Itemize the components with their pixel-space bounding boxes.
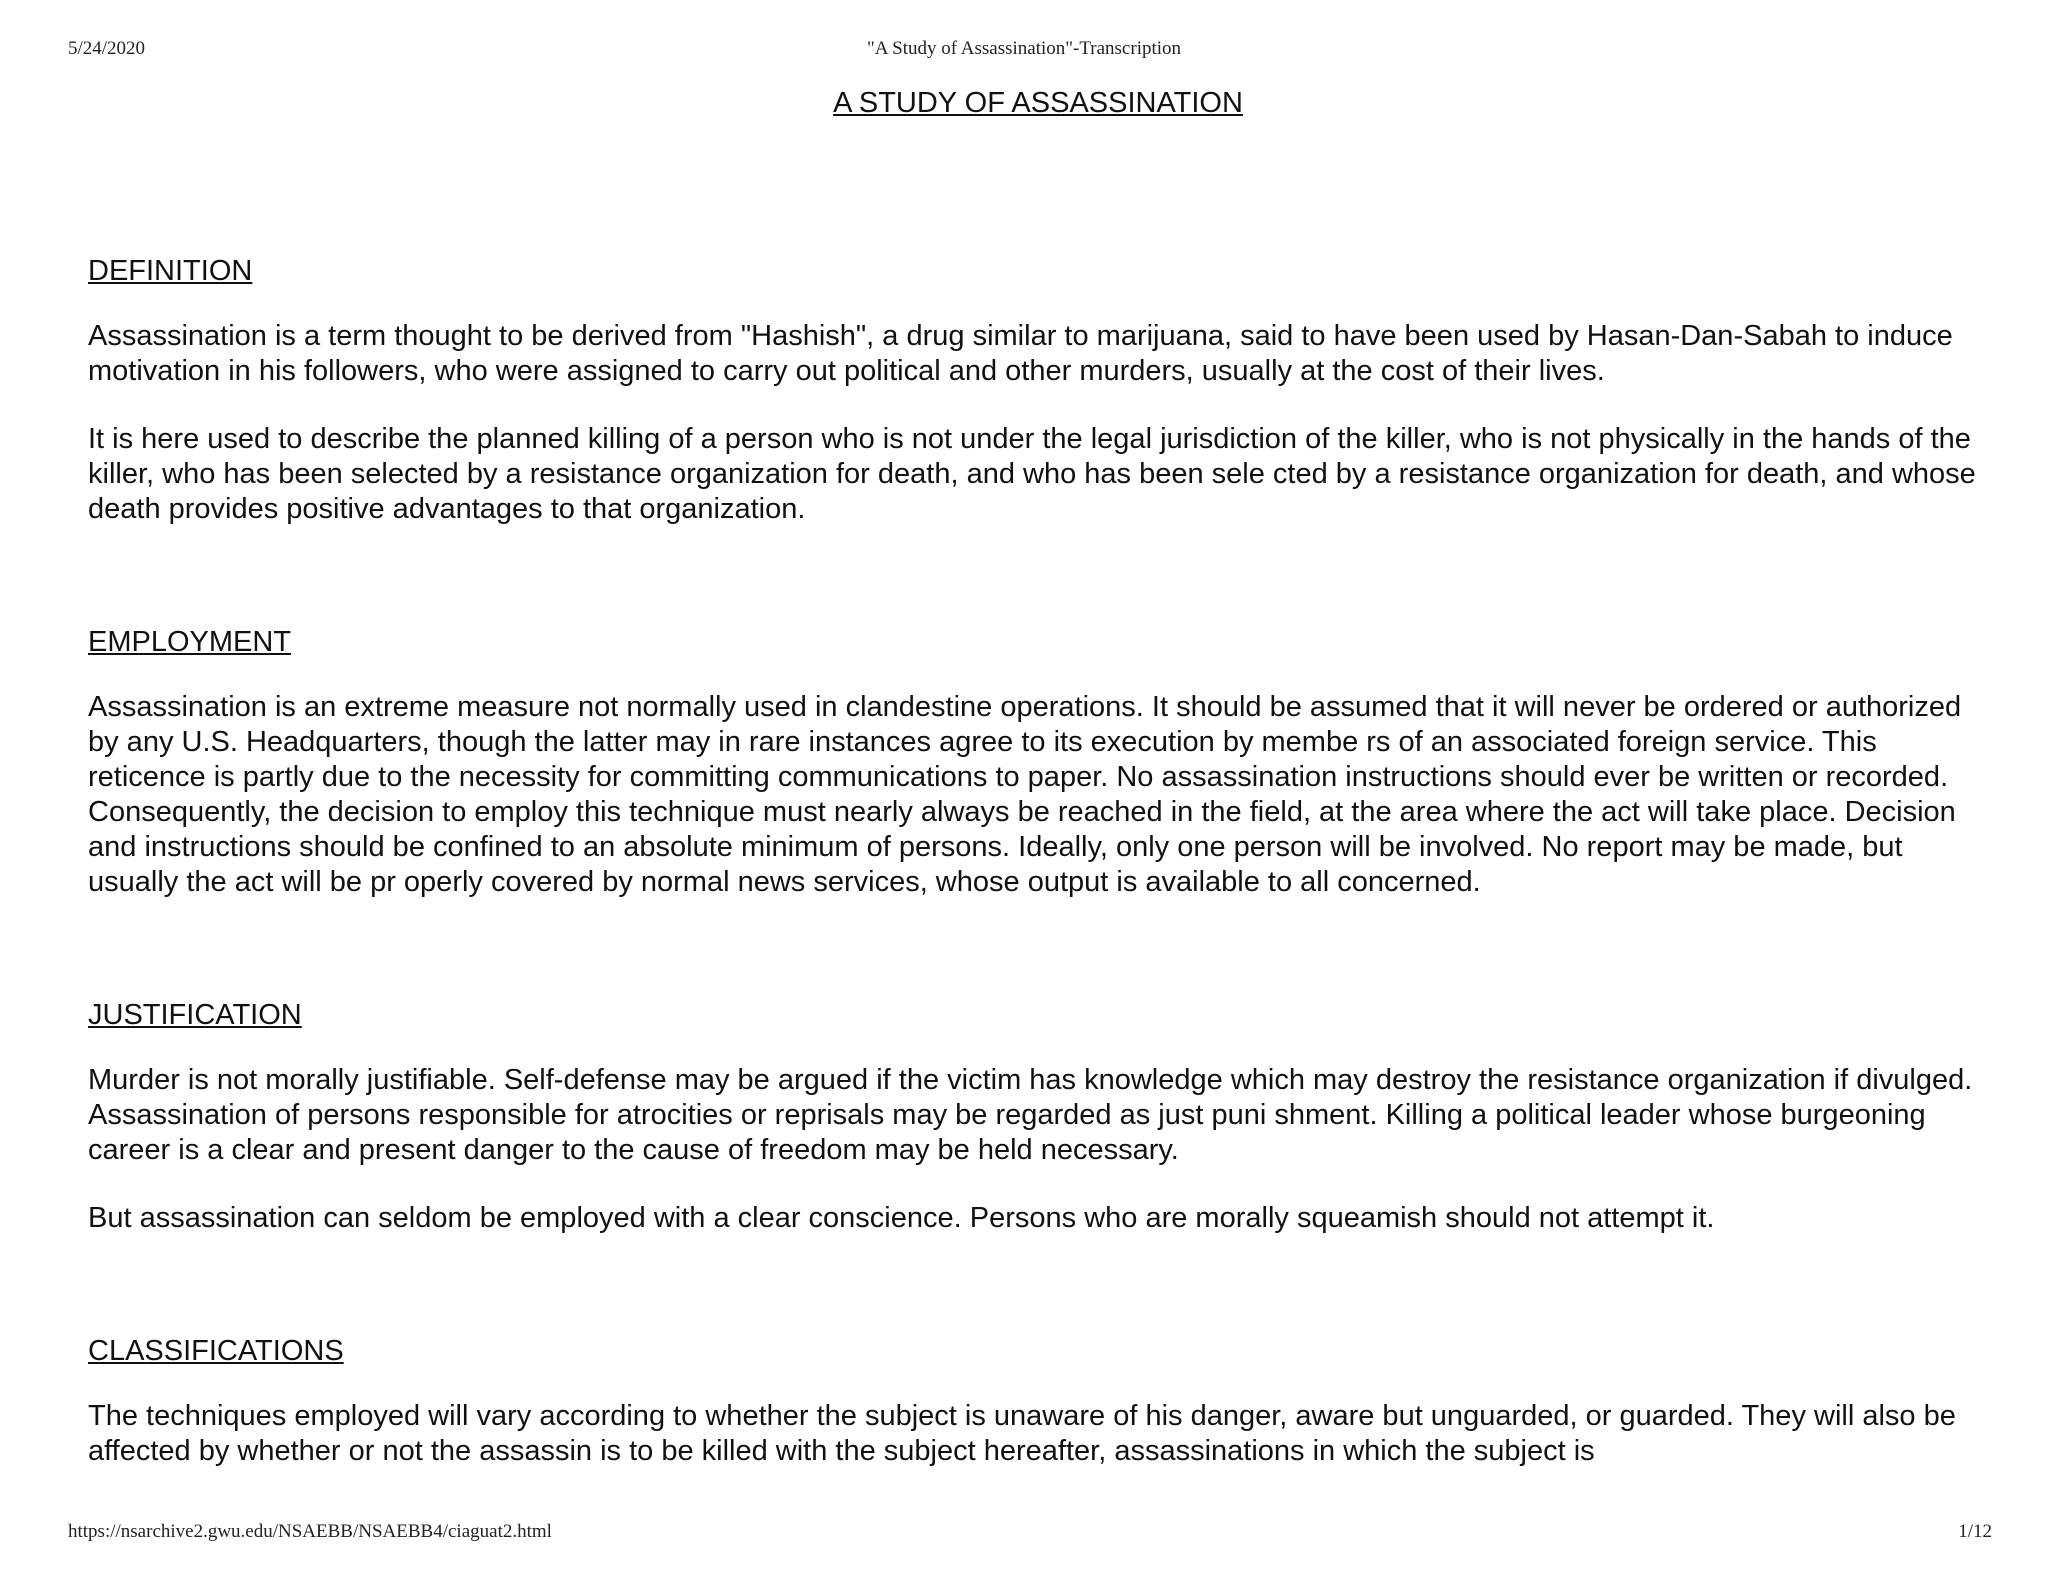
section-heading-justification: JUSTIFICATION	[88, 999, 302, 1031]
paragraph: It is here used to describe the planned killing of a person who is not under the legal jurisdiction of the killer, who is not physically in the hands of the killer, who has been selected by a resistance organization for death, and who has been sele cted by a resistance organization for death, and whose death provides positive advantages to that organization.	[88, 423, 1976, 525]
section-justification	[88, 998, 1988, 1236]
paragraph: Assassination is a term thought to be derived from "Hashish", a drug similar to marijuana, said to have been used by Hasan-Dan-Sabah to induce motivation in his followers, who were assigned to carry out political and other murders, usually at the cost of their lives.	[88, 320, 1953, 387]
section-heading-classifications: CLASSIFICATIONS	[88, 1335, 344, 1367]
paragraph: Murder is not morally justifiable. Self-defense may be argued if the victim has knowledge which may destroy the resistance organization if divulged. Assassination of persons responsible for atrocities or reprisals may be regarded as just puni shment. Killing a political leader whose burgeoning career is a clear and present danger to the cause of freedom may be held necessary.	[88, 1064, 1973, 1166]
print-url: https://nsarchive2.gwu.edu/NSAEBB/NSAEBB4/ciaguat2.html	[68, 1521, 552, 1542]
document-body	[88, 86, 1988, 1469]
paragraph: But assassination can seldom be employed with a clear conscience. Persons who are morally squeamish should not attempt it.	[88, 1202, 1715, 1234]
document-title: A STUDY OF ASSASSINATION	[833, 87, 1243, 119]
section-heading-employment: EMPLOYMENT	[88, 626, 292, 658]
print-date: 5/24/2020	[68, 38, 146, 59]
paragraph: The techniques employed will vary according to whether the subject is unaware of his danger, aware but unguarded, or guarded. They will also be affected by whether or not the assassin is to be killed with the subject hereafter, assassinations in which the subject is	[88, 1400, 1956, 1467]
print-page-number: 1/12	[1958, 1521, 1992, 1542]
print-header	[0, 38, 2048, 64]
print-page-title: "A Study of Assassination"-Transcription	[866, 38, 1182, 59]
print-footer	[0, 1521, 2048, 1547]
section-employment	[88, 625, 1988, 900]
paragraph: Assassination is an extreme measure not normally used in clandestine operations. It should be assumed that it will never be ordered or authorized by any U.S. Headquarters, though the latter may in rare instances agree to its execution by membe rs of an associated foreign service. This reticence is partly due to the necessity for committing communications to paper. No assassination instructions should ever be written or recorded. Consequently, the decision to employ this technique must nearly always be reached in the field, at the area where the act will take place. Decision and instructions should be confined to an absolute minimum of persons. Ideally, only one person will be involved. No report may be made, but usually the act will be pr operly covered by normal news services, whose output is available to all concerned.	[88, 691, 1962, 898]
section-heading-definition: DEFINITION	[88, 255, 253, 287]
section-definition	[88, 254, 1988, 527]
section-classifications	[88, 1334, 1988, 1469]
